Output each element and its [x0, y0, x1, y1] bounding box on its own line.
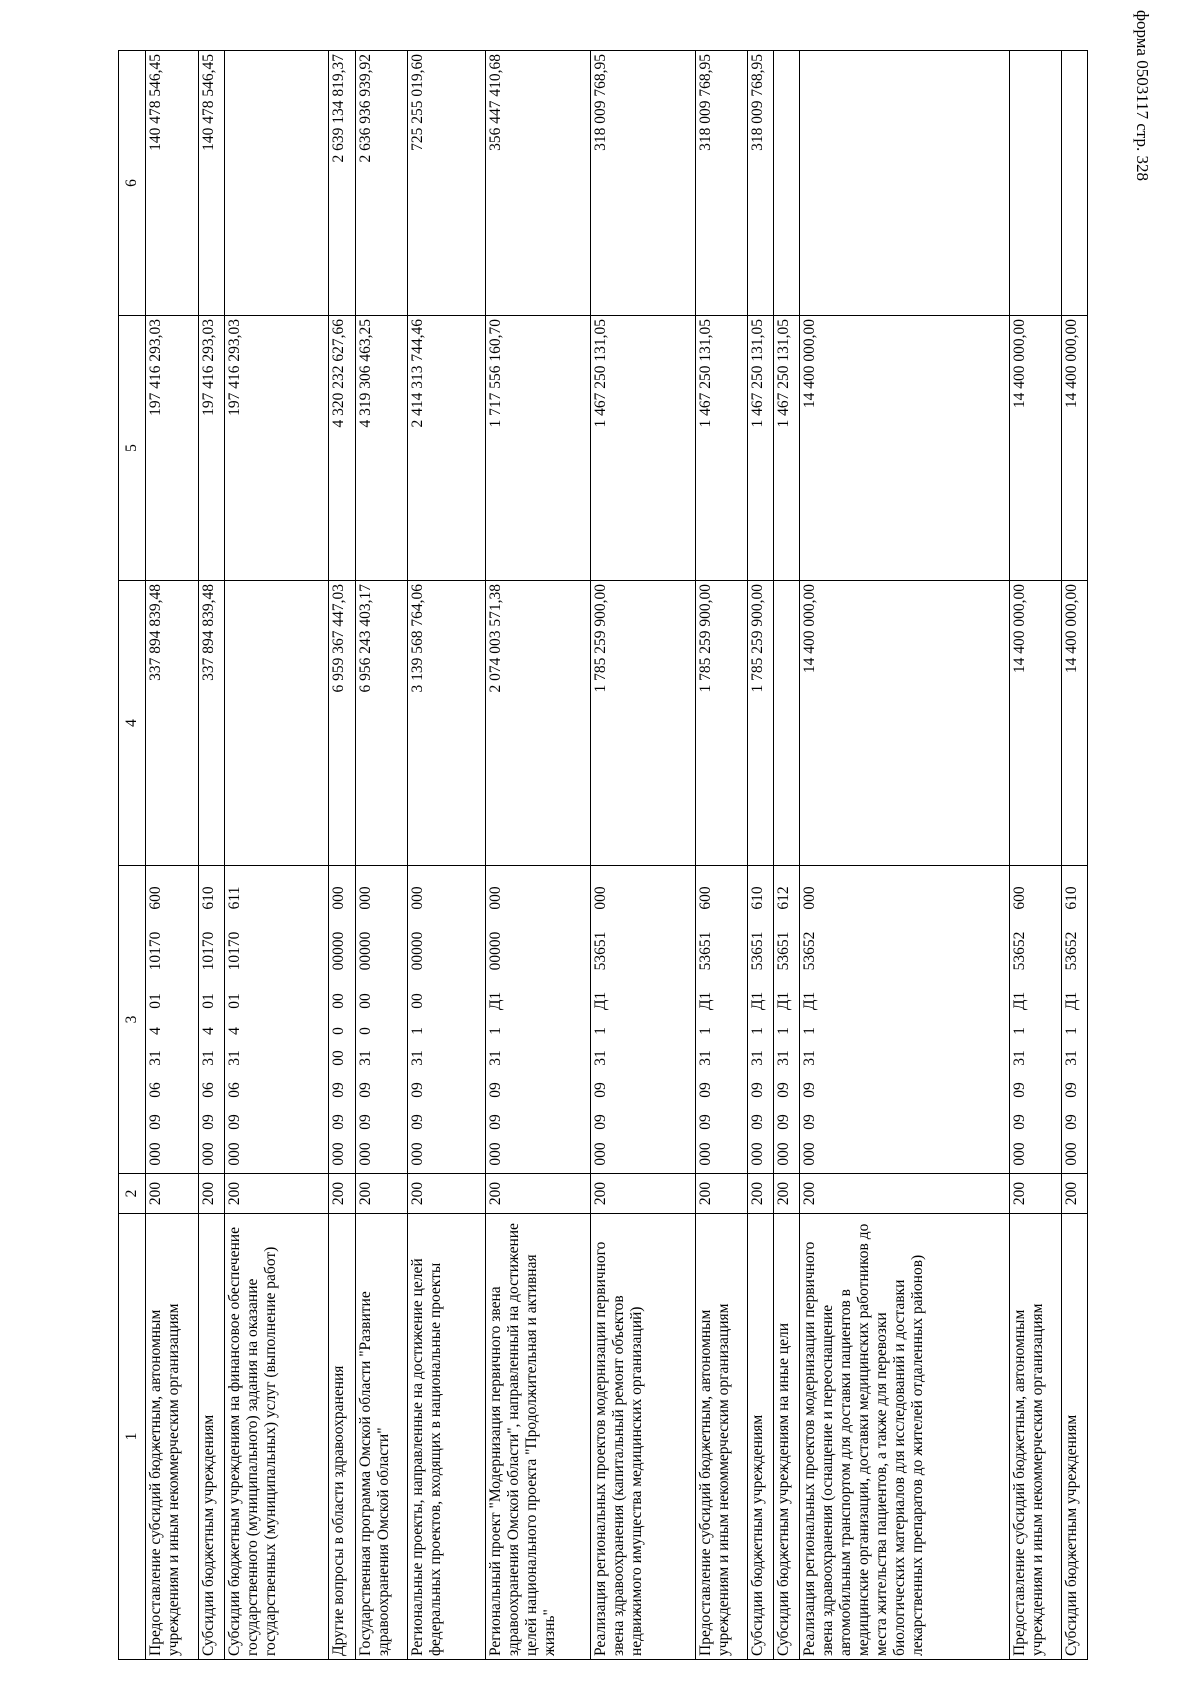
row-amount-c6: 2 636 936 939,92 — [355, 51, 407, 316]
row-amount-c4: 14 400 000,00 — [1009, 581, 1061, 866]
header-col-4: 4 — [119, 581, 146, 866]
row-amount-c5: 14 400 000,00 — [1061, 316, 1087, 581]
code-segment: 10170 — [147, 931, 165, 971]
row-amount-c6 — [800, 51, 1009, 316]
row-amount-c6: 140 478 546,45 — [198, 51, 224, 316]
row-line-code: 200 — [747, 1174, 773, 1214]
code-segment: 01 — [147, 993, 165, 1009]
table-row — [329, 51, 355, 1660]
row-classification-code — [800, 866, 1009, 1174]
row-classification-code — [224, 866, 329, 1174]
row-description: Предоставление субсидий бюджетным, автономным учреждениям и иным некоммерческим организациям — [695, 1214, 747, 1660]
row-classification-code — [695, 866, 747, 1174]
code-segment: 31 — [147, 1050, 165, 1066]
code-segment: Д1 — [487, 991, 505, 1011]
code-segment: 53652 — [1062, 931, 1080, 971]
table-row — [1061, 51, 1087, 1660]
row-amount-c4: 2 074 003 571,38 — [486, 581, 591, 866]
row-amount-c4: 14 400 000,00 — [1061, 581, 1087, 866]
code-segment: 09 — [225, 1114, 243, 1130]
code-segment: 09 — [801, 1114, 819, 1130]
code-segment: 31 — [592, 1050, 609, 1066]
row-description: Предоставление субсидий бюджетным, автономным учреждениям и иным некоммерческим организациям — [1009, 1214, 1061, 1660]
header-col-2: 2 — [119, 1174, 146, 1214]
code-segment: Д1 — [696, 991, 714, 1011]
row-amount-c4: 3 139 568 764,06 — [407, 581, 485, 866]
row-line-code: 200 — [198, 1174, 224, 1214]
row-amount-c6 — [1009, 51, 1061, 316]
table-row — [224, 51, 329, 1660]
row-description: Государственная программа Омской области "Развитие здравоохранения Омской области" — [355, 1214, 407, 1660]
code-segment: 31 — [408, 1050, 426, 1066]
code-segment: 600 — [147, 886, 165, 910]
code-segment: 31 — [748, 1050, 766, 1066]
code-segment: 000 — [1010, 1142, 1028, 1166]
row-amount-c5: 14 400 000,00 — [800, 316, 1009, 581]
code-segment: 000 — [487, 1142, 505, 1166]
row-description: Региональный проект "Модернизация первичного звена здравоохранения Омской области", направленный на достижение целей национального проекта "Продолжительная и активная жизнь" — [486, 1214, 591, 1660]
code-segment: 00000 — [330, 931, 348, 971]
header-col-5: 5 — [119, 316, 146, 581]
code-segment: 09 — [1062, 1082, 1080, 1098]
code-segment: Д1 — [1010, 991, 1028, 1011]
code-segment: 10170 — [199, 931, 217, 971]
row-description: Субсидии бюджетным учреждениям — [747, 1214, 773, 1660]
code-segment: 00 — [408, 993, 426, 1009]
code-segment: 53651 — [748, 931, 766, 971]
code-segment: 000 — [225, 1142, 243, 1166]
row-line-code: 200 — [1061, 1174, 1087, 1214]
row-amount-c4: 1 785 259 900,00 — [695, 581, 747, 866]
code-segment: 00000 — [408, 931, 426, 971]
code-segment: 09 — [487, 1082, 505, 1098]
row-classification-code — [747, 866, 773, 1174]
table-row — [695, 51, 747, 1660]
table-row — [407, 51, 485, 1660]
row-amount-c6: 725 255 019,60 — [407, 51, 485, 316]
code-segment: 610 — [748, 886, 766, 910]
row-amount-c4: 6 956 243 403,17 — [355, 581, 407, 866]
code-segment: 1 — [1010, 1027, 1028, 1035]
row-amount-c4 — [774, 581, 800, 866]
row-description: Субсидии бюджетным учреждениям — [198, 1214, 224, 1660]
table-row — [1009, 51, 1061, 1660]
row-amount-c5: 1 467 250 131,05 — [774, 316, 800, 581]
code-segment: 000 — [801, 1142, 819, 1166]
code-segment: 06 — [225, 1082, 243, 1098]
row-description: Реализация региональных проектов модернизации первичного звена здравоохранения (капитальный ремонт объектов недвижимого имущества медицинских организаций) — [591, 1214, 696, 1660]
header-col-6: 6 — [119, 51, 146, 316]
header-col-1: 1 — [119, 1214, 146, 1660]
code-segment: 00 — [356, 993, 374, 1009]
code-segment: 00000 — [356, 931, 374, 971]
code-segment: 06 — [147, 1082, 165, 1098]
code-segment: 09 — [330, 1082, 348, 1098]
code-segment: 1 — [592, 1027, 609, 1035]
code-segment: 000 — [748, 1142, 766, 1166]
code-segment: 09 — [696, 1082, 714, 1098]
row-classification-code — [407, 866, 485, 1174]
table-row — [747, 51, 773, 1660]
row-description: Субсидии бюджетным учреждениям на иные цели — [774, 1214, 800, 1660]
code-segment: 31 — [696, 1050, 714, 1066]
code-segment: 612 — [775, 886, 793, 910]
table-row — [198, 51, 224, 1660]
row-amount-c6: 318 009 768,95 — [747, 51, 773, 316]
row-classification-code — [146, 866, 198, 1174]
code-segment: 000 — [775, 1142, 793, 1166]
code-segment: 0 — [330, 1027, 348, 1035]
code-segment: 000 — [592, 1142, 609, 1166]
table-row — [355, 51, 407, 1660]
row-classification-code — [1009, 866, 1061, 1174]
code-segment: 000 — [487, 886, 505, 910]
header-row — [119, 51, 146, 1660]
code-segment: 31 — [356, 1050, 374, 1066]
code-segment: 53652 — [801, 931, 819, 971]
code-segment: 09 — [1010, 1114, 1028, 1130]
row-amount-c5: 197 416 293,03 — [146, 316, 198, 581]
code-segment: 000 — [408, 1142, 426, 1166]
code-segment: 000 — [356, 886, 374, 910]
code-segment: 09 — [592, 1082, 609, 1098]
code-segment: 1 — [696, 1027, 714, 1035]
row-line-code: 200 — [800, 1174, 1009, 1214]
code-segment: 600 — [1010, 886, 1028, 910]
code-segment: 09 — [408, 1114, 426, 1130]
row-line-code: 200 — [407, 1174, 485, 1214]
code-segment: 4 — [147, 1027, 165, 1035]
code-segment: 610 — [1062, 886, 1080, 910]
code-segment: 53651 — [696, 931, 714, 971]
row-line-code: 200 — [146, 1174, 198, 1214]
row-amount-c5: 4 320 232 627,66 — [329, 316, 355, 581]
code-segment: 09 — [775, 1114, 793, 1130]
code-segment: 09 — [775, 1082, 793, 1098]
code-segment: Д1 — [801, 991, 819, 1011]
code-segment: 09 — [356, 1114, 374, 1130]
code-segment: 610 — [199, 886, 217, 910]
row-amount-c4: 337 894 839,48 — [146, 581, 198, 866]
header-col-3: 3 — [119, 866, 146, 1174]
row-description: Реализация региональных проектов модернизации первичного звена здравоохранения (оснащение и переоснащение автомобильным транспортом для доставки пациентов в медицинские организации, доставки медицинских работников до места жительства пациентов, а также для перевозки биологических материалов для исследований и доставки лекарственных препаратов до жителей отдаленных районов) — [800, 1214, 1009, 1660]
table-row — [486, 51, 591, 1660]
code-segment: 09 — [696, 1114, 714, 1130]
code-segment: 1 — [408, 1027, 426, 1035]
code-segment: 4 — [199, 1027, 217, 1035]
code-segment: 09 — [1010, 1082, 1028, 1098]
row-line-code: 200 — [591, 1174, 696, 1214]
code-segment: 611 — [225, 886, 243, 910]
row-amount-c5: 1 717 556 160,70 — [486, 316, 591, 581]
row-amount-c4 — [224, 581, 329, 866]
code-segment: 1 — [1062, 1027, 1080, 1035]
code-segment: Д1 — [748, 991, 766, 1011]
code-segment: 000 — [801, 886, 819, 910]
row-classification-code — [486, 866, 591, 1174]
code-segment: 00000 — [487, 931, 505, 971]
row-amount-c5: 2 414 313 744,46 — [407, 316, 485, 581]
code-segment: 31 — [775, 1050, 793, 1066]
code-segment: 000 — [1062, 1142, 1080, 1166]
code-segment: 0 — [356, 1027, 374, 1035]
code-segment: 00 — [330, 993, 348, 1009]
row-amount-c4: 1 785 259 900,00 — [591, 581, 696, 866]
row-amount-c6: 2 639 134 819,37 — [329, 51, 355, 316]
code-segment: 09 — [487, 1114, 505, 1130]
code-segment: 31 — [1010, 1050, 1028, 1066]
code-segment: 09 — [592, 1114, 609, 1130]
row-amount-c4: 6 959 367 447,03 — [329, 581, 355, 866]
code-segment: 4 — [225, 1027, 243, 1035]
code-segment: 09 — [748, 1114, 766, 1130]
row-amount-c6 — [774, 51, 800, 316]
code-segment: 31 — [225, 1050, 243, 1066]
code-segment: 000 — [147, 1142, 165, 1166]
code-segment: 10170 — [225, 931, 243, 971]
code-segment: 09 — [356, 1082, 374, 1098]
row-amount-c4: 1 785 259 900,00 — [747, 581, 773, 866]
row-amount-c6 — [1061, 51, 1087, 316]
row-line-code: 200 — [486, 1174, 591, 1214]
row-amount-c6: 356 447 410,68 — [486, 51, 591, 316]
code-segment: 09 — [408, 1082, 426, 1098]
row-amount-c6 — [224, 51, 329, 316]
code-segment: 09 — [199, 1114, 217, 1130]
row-amount-c5: 197 416 293,03 — [198, 316, 224, 581]
row-classification-code — [1061, 866, 1087, 1174]
row-amount-c5: 1 467 250 131,05 — [591, 316, 696, 581]
code-segment: 000 — [199, 1142, 217, 1166]
row-amount-c5: 197 416 293,03 — [224, 316, 329, 581]
row-line-code: 200 — [355, 1174, 407, 1214]
row-description: Субсидии бюджетным учреждениям на финансовое обеспечение государственного (муниципального) задания на оказание государственных (муниципальных) услуг (выполнение работ) — [224, 1214, 329, 1660]
row-amount-c4: 14 400 000,00 — [800, 581, 1009, 866]
code-segment: 31 — [801, 1050, 819, 1066]
table-row — [591, 51, 696, 1660]
row-amount-c6: 318 009 768,95 — [591, 51, 696, 316]
code-segment: 53651 — [592, 931, 609, 971]
code-segment: 1 — [801, 1027, 819, 1035]
row-amount-c6: 140 478 546,45 — [146, 51, 198, 316]
row-amount-c6: 318 009 768,95 — [695, 51, 747, 316]
code-segment: 600 — [696, 886, 714, 910]
code-segment: 09 — [801, 1082, 819, 1098]
code-segment: 53651 — [775, 931, 793, 971]
code-segment: 09 — [147, 1114, 165, 1130]
row-line-code: 200 — [1009, 1174, 1061, 1214]
row-description: Предоставление субсидий бюджетным, автономным учреждениям и иным некоммерческим организациям — [146, 1214, 198, 1660]
code-segment: 000 — [356, 1142, 374, 1166]
table-row — [146, 51, 198, 1660]
code-segment: 09 — [1062, 1114, 1080, 1130]
row-classification-code — [355, 866, 407, 1174]
row-classification-code — [198, 866, 224, 1174]
code-segment: 000 — [408, 886, 426, 910]
code-segment: 31 — [1062, 1050, 1080, 1066]
code-segment: 01 — [199, 993, 217, 1009]
code-segment: 09 — [748, 1082, 766, 1098]
code-segment: 06 — [199, 1082, 217, 1098]
row-line-code: 200 — [224, 1174, 329, 1214]
code-segment: 31 — [199, 1050, 217, 1066]
row-classification-code — [329, 866, 355, 1174]
code-segment: 000 — [330, 1142, 348, 1166]
row-classification-code — [774, 866, 800, 1174]
code-segment: 01 — [225, 993, 243, 1009]
row-amount-c5: 4 319 306 463,25 — [355, 316, 407, 581]
row-description: Субсидии бюджетным учреждениям — [1061, 1214, 1087, 1660]
code-segment: 31 — [487, 1050, 505, 1066]
budget-table — [118, 50, 1088, 1660]
code-segment: 000 — [330, 886, 348, 910]
row-amount-c5: 14 400 000,00 — [1009, 316, 1061, 581]
code-segment: Д1 — [1062, 991, 1080, 1011]
code-segment: 000 — [696, 1142, 714, 1166]
row-description: Другие вопросы в области здравоохранения — [329, 1214, 355, 1660]
code-segment: 09 — [330, 1114, 348, 1130]
table-row — [774, 51, 800, 1660]
row-line-code: 200 — [695, 1174, 747, 1214]
row-amount-c5: 1 467 250 131,05 — [747, 316, 773, 581]
row-line-code: 200 — [774, 1174, 800, 1214]
code-segment: Д1 — [775, 991, 793, 1011]
table-row — [800, 51, 1009, 1660]
row-amount-c4: 337 894 839,48 — [198, 581, 224, 866]
code-segment: 00 — [330, 1050, 348, 1066]
code-segment: Д1 — [592, 991, 609, 1011]
row-amount-c5: 1 467 250 131,05 — [695, 316, 747, 581]
rotated-page — [118, 51, 1088, 1660]
row-description: Региональные проекты, направленные на достижение целей федеральных проектов, входящих в национальные проекты — [407, 1214, 485, 1660]
row-line-code: 200 — [329, 1174, 355, 1214]
form-reference: форма 0503117 стр. 328 — [1133, 10, 1152, 181]
code-segment: 1 — [748, 1027, 766, 1035]
code-segment: 53652 — [1010, 931, 1028, 971]
code-segment: 000 — [592, 886, 609, 910]
code-segment: 1 — [775, 1027, 793, 1035]
code-segment: 1 — [487, 1027, 505, 1035]
row-classification-code — [591, 866, 696, 1174]
